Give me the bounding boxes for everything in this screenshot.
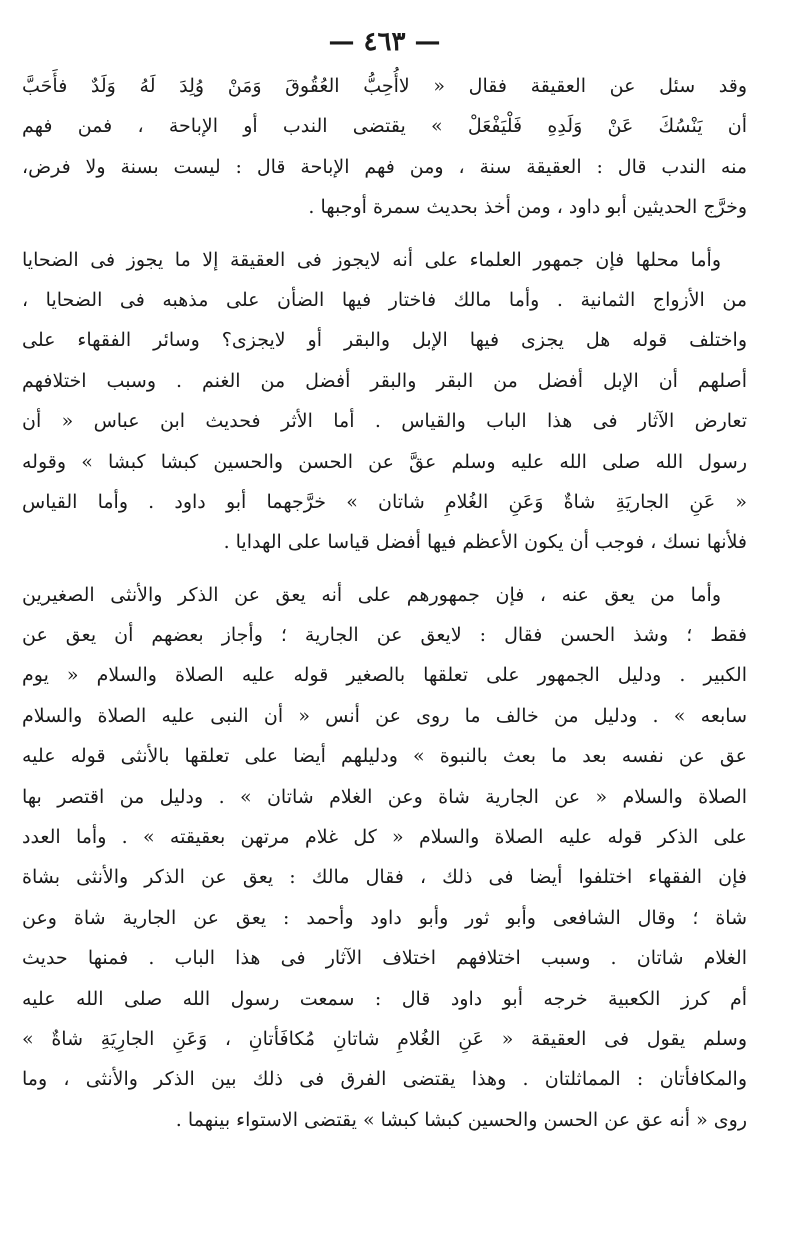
text-line: أن يَنْسُكَ عَنْ وَلَدِهِ فَلْيَفْعَلْ » يقتضى الندب أو الإباحة ، فمن فهم	[22, 115, 747, 138]
text-line: وقد سئل عن العقيقة فقال « لاأُحِبُّ العُقُوقَ وَمَنْ وُلِدَ لَهُ وَلَدٌ فأَحَبَّ	[22, 75, 747, 97]
text-line: الكبير . ودليل الجمهور على تعلقها بالصغير قوله عليه الصلاة والسلام « يوم	[22, 664, 747, 687]
text-line: وخرَّج الحديثين أبو داود ، ومن أخذ بحديث سمرة أوجبها .	[308, 196, 747, 219]
text-line: وأما محلها فإن جمهور العلماء على أنه لايجوز فى العقيقة إلا ما يجوز فى الضحايا	[22, 248, 721, 271]
paragraph-aqiqa-recipients	[22, 575, 747, 1140]
text-line: والمكافأتان : المماثلتان . وهذا يقتضى الفرق فى ذلك بين الذكر والأنثى ، وما	[22, 1068, 747, 1091]
text-line: « عَنِ الجاريَةِ شاةٌ وَعَنِ الغُلامِ شاتان » خرَّجهما أبو داود . وأما القياس	[22, 490, 747, 513]
text-line: رسول الله صلى الله عليه وسلم عقَّ عن الحسن والحسين كبشا كبشا » وقوله	[22, 450, 747, 473]
paragraph-aqiqa-animals	[22, 240, 747, 563]
text-line: منه الندب قال : العقيقة سنة ، ومن فهم الإباحة قال : ليست بسنة ولا فرض،	[22, 155, 747, 178]
text-line: الصلاة والسلام « عن الجارية شاة وعن الغلام شاتان » . ودليل من اقتصر بها	[22, 785, 747, 808]
text-line: فلأنها نسك ، فوجب أن يكون الأعظم فيها أفضل قياسا على الهدايا .	[223, 531, 747, 554]
page-number: — ٤٦٣ —	[328, 27, 441, 57]
text-line: تعارض الآثار فى هذا الباب والقياس . أما الأثر فحديث ابن عباس « أن	[22, 410, 747, 433]
paragraph-aqiqa-ruling	[22, 66, 747, 228]
text-line: روى « أنه عق عن الحسن والحسين كبشا كبشا » يقتضى الاستواء بينهما .	[175, 1108, 747, 1131]
text-line: وسلم يقول فى العقيقة « عَنِ الغُلامِ شاتانِ مُكافَأتانِ ، وَعَنِ الجارِيَةِ شاةٌ »	[22, 1027, 747, 1050]
text-line: فقط ؛ وشذ الحسن فقال : لايعق عن الجارية ؛ وأجاز بعضهم أن يعق عن	[22, 624, 747, 647]
text-line: فإن الفقهاء اختلفوا أيضا فى ذلك ، فقال مالك : يعق عن الذكر والأنثى بشاة	[22, 866, 747, 889]
text-line: الغلام شاتان . وسبب اختلافهم اختلاف الآثار فى هذا الباب . فمنها حديث	[22, 947, 747, 970]
text-line: وأما من يعق عنه ، فإن جمهورهم على أنه يعق عن الذكر والأنثى الصغيرين	[22, 583, 721, 606]
text-line: عق عن نفسه بعد ما بعث بالنبوة » ودليلهم أيضا على تعلقها بالأنثى قوله عليه	[22, 745, 747, 768]
text-line: من الأزواج الثمانية . وأما مالك فاختار فيها الضأن على مذهبه فى الضحايا ،	[22, 288, 747, 311]
text-line: سابعه » . ودليل من خالف ما روى عن أنس « أن النبى عليه الصلاة والسلام	[22, 704, 747, 727]
text-line: على الذكر قوله عليه الصلاة والسلام « كل غلام مرتهن بعقيقته » . وأما العدد	[22, 826, 747, 849]
text-line: شاة ؛ وقال الشافعى وأبو ثور وأبو داود وأحمد : يعق عن الجارية شاة وعن	[22, 906, 747, 929]
text-line: أم كرز الكعبية خرجه أبو داود قال : سمعت رسول الله صلى الله عليه	[22, 987, 747, 1010]
text-line: أصلهم أن الإبل أفضل من البقر والبقر أفضل من الغنم . وسبب اختلافهم	[22, 369, 747, 392]
text-line: واختلف قوله هل يجزى فيها الإبل والبقر أو لايجزى؟ وسائر الفقهاء على	[22, 329, 747, 352]
